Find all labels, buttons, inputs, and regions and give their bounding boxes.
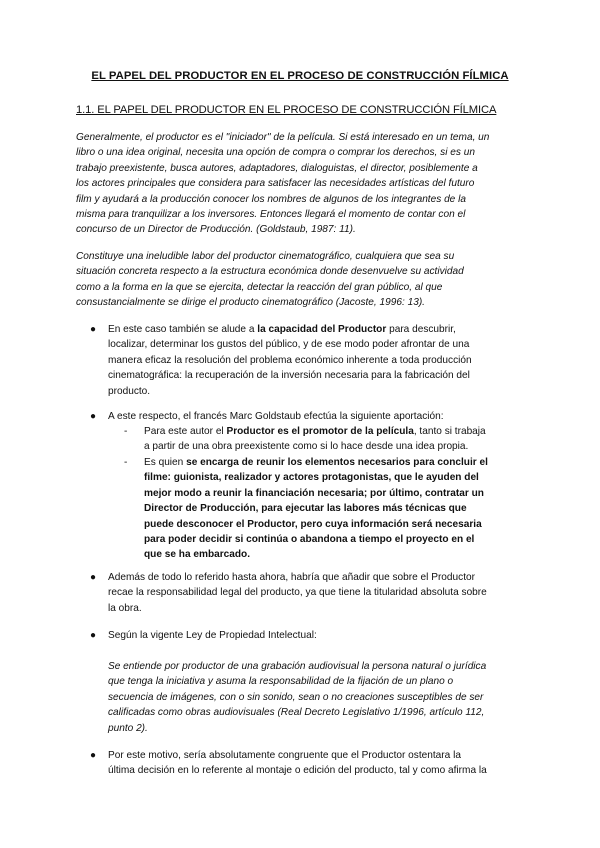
bold-run: mejor modo a reunir la financiación necesaria; por último, contratar un — [144, 487, 484, 499]
quote-line: trabajo preexistente, busca autores, adaptadores, dialoguistas, el director, posiblemente a — [76, 162, 478, 174]
text-line: Por este motivo, sería absolutamente congruente que el Productor ostentara la — [108, 750, 461, 761]
bullet-icon: ● — [90, 324, 97, 335]
quote-line: film y ayudará a la producción conocer los nombres de algunos de los integrantes de la — [76, 193, 466, 205]
quote-line: consustancialmente se dirige el producto cinematográfico (Jacoste, 1996: 13). — [76, 297, 425, 309]
text-line: manera eficaz la resolución del problema económico inherente a toda producción — [108, 354, 472, 366]
text-line — [108, 322, 528, 337]
bullet-text — [108, 570, 528, 616]
text-line — [144, 424, 534, 439]
text-line — [144, 547, 534, 562]
dash-icon: - — [124, 426, 128, 437]
text-line: cinematográfica: la recuperación de la inversión necesaria para la fabricación del — [108, 370, 470, 382]
bullet-text — [108, 748, 528, 779]
text-run: Para este autor el — [144, 426, 227, 437]
bold-run: que se ha embarcado. — [144, 549, 251, 561]
dash-text — [144, 455, 534, 563]
quote-line: como a la forma en la que se ejercita, detectar la reacción del gran público, al que — [76, 281, 443, 293]
bullet-icon: ● — [90, 750, 97, 761]
text-line: recae la responsabilidad legal del producto, ya que tiene la titularidad absoluta sobre — [108, 587, 487, 599]
text-line — [144, 517, 534, 532]
text-line — [144, 532, 534, 547]
text-run: En este caso también se alude a — [108, 324, 258, 335]
quote-line: secuencia de imágenes, con o sin sonido, sean o no creaciones susceptibles de ser — [108, 691, 484, 703]
text-line: localizar, determinar los gustos del público, y de ese modo poder afrontar de una — [108, 339, 470, 351]
text-run: , tanto si trabaja — [413, 426, 486, 437]
text-line — [144, 470, 534, 485]
text-line: producto. — [108, 385, 151, 397]
bold-run: Productor es el promotor de la película — [226, 426, 414, 437]
bold-run: la capacidad del Productor — [257, 324, 387, 335]
text-run: para descubrir, — [386, 324, 456, 335]
text-line: Además de todo lo referido hasta ahora, habría que añadir que sobre el Productor — [108, 572, 475, 583]
quote-line: Se entiende por productor de una grabación audiovisual la persona natural o jurídica — [108, 661, 487, 672]
quote-line: libro o una idea original, necesita una opción de compra o comprar los derechos, si es un — [76, 147, 475, 159]
bullet-text — [108, 628, 528, 643]
quote-line: que tenga la iniciativa y asuma la responsabilidad de la fijación de un plano o — [108, 676, 454, 688]
text-line — [144, 455, 534, 470]
bold-run: puede desconocer el Productor, pero cuya información será necesaria — [144, 518, 482, 530]
section-heading: 1.1. EL PAPEL DEL PRODUCTOR EN EL PROCESO DE CONSTRUCCIÓN FÍLMICA — [76, 104, 497, 116]
quote-line: punto 2). — [108, 722, 148, 734]
quote-line: los actores principales que considera para satisfacer las necesidades artísticas del futuro — [76, 178, 475, 190]
text-line: última decisión en lo referente al montaje o edición del producto, tal y como afirma la — [108, 765, 487, 777]
dash-icon: - — [124, 457, 128, 468]
text-line — [144, 501, 534, 516]
quote-line: calificadas como obras audiovisuales (Real Decreto Legislativo 1/1996, artículo 112, — [108, 707, 485, 719]
jacoste-quote — [76, 249, 528, 311]
quote-line: situación concreta respecto a la estructura económica donde desenvuelve su actividad — [76, 266, 464, 278]
bullet-text — [108, 409, 528, 424]
quote-line: Generalmente, el productor es el "iniciador" de la película. Si está interesado en un tema, un — [76, 132, 490, 143]
bullet-icon: ● — [90, 411, 97, 422]
text-line — [144, 486, 534, 501]
text-line: Según la vigente Ley de Propiedad Intelectual: — [108, 630, 317, 641]
quote-line: Constituye una ineludible labor del productor cinematográfico, cualquiera que sea su — [76, 251, 455, 262]
text-run: Es quien — [144, 457, 187, 468]
text-line: a partir de una obra preexistente como si lo hace desde una idea propia. — [144, 441, 469, 453]
document-title: EL PAPEL DEL PRODUCTOR EN EL PROCESO DE CONSTRUCCIÓN FÍLMICA — [91, 70, 509, 82]
quote-line: misma para tranquilizar a los inversores. Entonces llegará el momento de contar con el — [76, 209, 466, 221]
dash-text — [144, 424, 534, 455]
bold-run: filme: guionista, realizador y actores protagonistas, que le ayuden del — [144, 472, 479, 484]
bullet-icon: ● — [90, 572, 97, 583]
bold-run: para poder decidir si continúa o abandona a tiempo el proyecto en el — [144, 534, 475, 546]
bold-run: Director de Producción, para ejecutar las labores más técnicas que — [144, 503, 467, 515]
text-line: la obra. — [108, 602, 142, 614]
law-quote-text — [108, 659, 528, 736]
text-line: A este respecto, el francés Marc Goldstaub efectúa la siguiente aportación: — [108, 411, 444, 422]
bold-run: se encarga de reunir los elementos necesarios para concluir el — [186, 457, 488, 468]
goldstaub-quote — [76, 130, 528, 238]
quote-line: concurso de un Director de Producción. (Goldstaub, 1987: 11). — [76, 224, 356, 236]
bullet-text — [108, 322, 528, 399]
bullet-icon: ● — [90, 630, 97, 641]
